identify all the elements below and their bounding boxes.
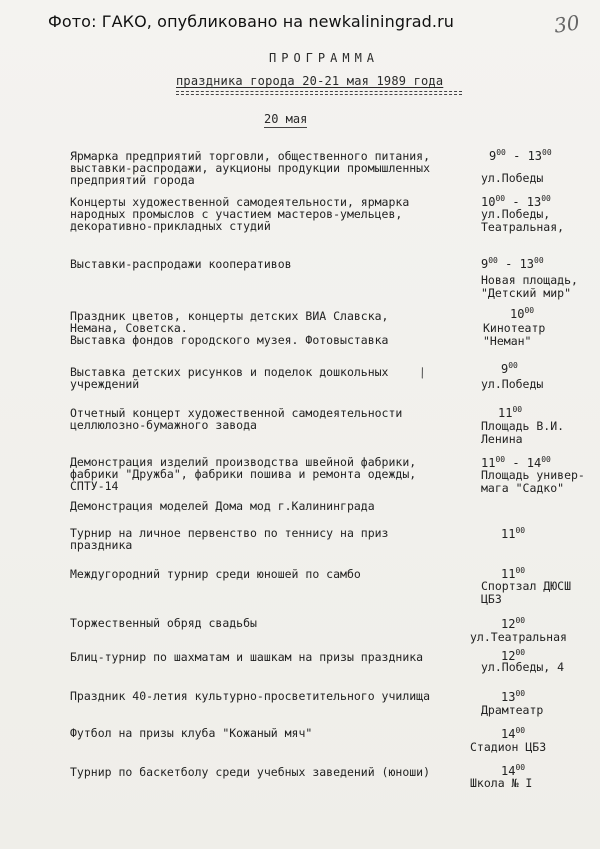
event-description: Выставка детских рисунков и поделок дошкольных учреждений — [70, 365, 389, 391]
event-place: ул.Победы — [481, 377, 544, 391]
event-description: Выставки-распродажи кооперативов — [70, 257, 292, 271]
event-place: Стадион ЦБЗ — [470, 740, 547, 754]
event-time: $14^{00}$ — [501, 763, 526, 778]
event-description: Праздник 40-летия культурно-просветительного училища — [70, 689, 431, 703]
event-time: $12^{00}$ — [501, 648, 526, 663]
event-time: $11^{00}$ — [498, 405, 523, 420]
event-description: Турнир по баскетболу среди учебных заведений (юноши) — [70, 765, 431, 779]
event-description: Футбол на призы клуба "Кожаный мяч" — [70, 726, 313, 740]
title-divider — [176, 91, 462, 92]
event-time: $12^{00}$ — [501, 616, 526, 631]
event-time: $9^{00} - 13^{00}$ — [489, 148, 552, 163]
event-description: Междугородний турнир среди юношей по самбо — [70, 567, 361, 581]
event-place: Спортзал ДЮСШ ЦБЗ — [481, 579, 572, 606]
photo-credit-watermark: Фото: ГАКО, опубликовано на newkaliningrad.ru — [48, 12, 455, 31]
handwritten-check-mark: \ — [417, 365, 427, 382]
event-description: Турнир на личное первенство по теннису на приз праздника — [70, 526, 389, 552]
document-subtitle: праздника города 20-21 мая 1989 года — [176, 74, 444, 88]
document-title: ПРОГРАММА — [269, 51, 380, 65]
event-place: Драмтеатр — [481, 703, 544, 717]
event-time: $11^{00} - 14^{00}$ — [481, 455, 551, 470]
event-place: Площадь В.И. Ленина — [481, 419, 565, 446]
event-description: Отчетный концерт художественной самодеятельности целлюлозно-бумажного завода — [70, 406, 403, 432]
event-description: Блиц-турнир по шахматам и шашкам на призы праздника — [70, 650, 424, 664]
event-place: ул.Победы, 4 — [481, 660, 565, 674]
event-description: Праздник цветов, концерты детских ВИА Славска, Немана, Советска. Выставка фондов городского музея. Фотовыставка — [70, 309, 389, 347]
title-divider — [176, 94, 462, 95]
event-time: $9^{00} - 13^{00}$ — [481, 256, 544, 271]
event-description: Торжественный обряд свадьбы — [70, 616, 257, 630]
event-place: ул.Театральная — [470, 630, 567, 644]
event-time: $14^{00}$ — [501, 726, 526, 741]
event-place: ул.Победы, Театральная, — [481, 207, 565, 234]
day-heading: 20 мая — [264, 112, 308, 126]
event-place: Кинотеатр "Неман" — [483, 321, 546, 348]
event-description: Ярмарка предприятий торговли, общественного питания, выставки-распродажи, аукционы продукции промышленных предприятий города — [70, 149, 431, 187]
event-description: Демонстрация изделий производства швейной фабрики, фабрики "Дружба", фабрики пошива и ремонта одежды, СПТУ-14 — [70, 455, 417, 493]
event-place: Площадь универ- мага "Садко" — [481, 468, 585, 495]
handwritten-page-number: 30 — [552, 10, 581, 38]
event-place: Школа № I — [470, 776, 533, 790]
event-time: $11^{00}$ — [501, 566, 526, 581]
event-time: $10^{00}$ — [510, 306, 535, 321]
event-description: Концерты художественной самодеятельности, ярмарка народных промыслов с участием мастеров-умельцев, декоративно-прикладных студий — [70, 195, 410, 233]
event-time: $13^{00}$ — [501, 689, 526, 704]
event-time: $11^{00}$ — [501, 526, 526, 541]
event-place: ул.Победы — [481, 171, 544, 185]
event-description: Демонстрация моделей Дома мод г.Калининграда — [70, 499, 375, 513]
event-place: Новая площадь, "Детский мир" — [481, 273, 578, 300]
event-time: $9^{00}$ — [501, 361, 518, 376]
event-time: $10^{00} - 13^{00}$ — [481, 194, 551, 209]
